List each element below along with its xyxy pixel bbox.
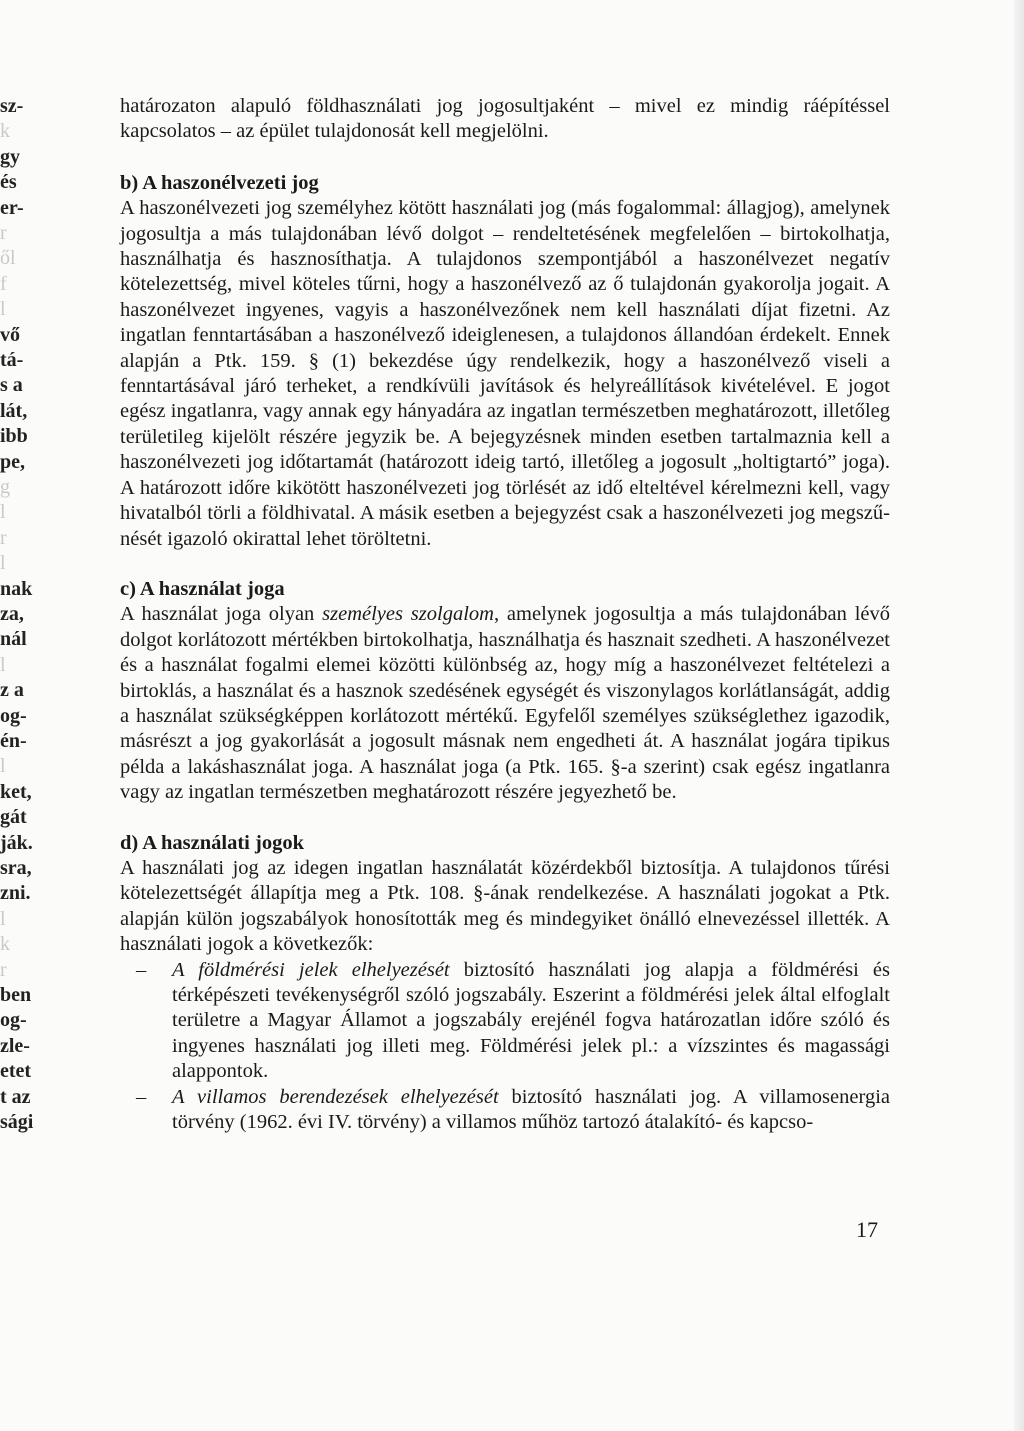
facing-page-fragment: gát [0,806,27,829]
facing-page-fragment: ben [0,984,32,1006]
section-c-italic-term: személyes szolgalom [322,603,494,626]
facing-page-fragment: pe, [0,450,25,473]
facing-page-fragment: l [0,501,6,524]
facing-page-fragment: sra, [0,857,32,879]
facing-page-fragment: r [0,958,7,981]
facing-page-fragment: l [0,552,6,575]
facing-page-fragment: og- [0,1009,27,1032]
facing-page-fragment: ibb [0,425,28,448]
facing-page-fragment: og- [0,704,27,727]
facing-page-fragment: r [0,222,7,244]
page-edge-shadow [1014,0,1024,1431]
facing-page-fragment: gy [0,145,20,168]
section-b [120,171,890,552]
facing-page-fragment: l [0,298,6,321]
facing-page-fragment: ják. [0,831,33,854]
section-c-body-rest: , amelynek jogosultja a más tulajdonában lévő dolgot korlátozott mértékben birtokolhatja, használhatja és hasznait szedheti. A haszonélvezet és a használat fogalmi elemei közötti különbség az, hogy míg a haszonélvezet feltételezi a birtoklás, a használat és a hasznok szedésének egységét és viszonylagos korlátlanságát, addig a használat szükségképpen korlátozott mértékű. Egyfelől személyes szükséglethez igazodik, másrészt a jog gyakorlását a jogosult másnak nem engedheti át. A használat jogára tipikus példa a lakáshasználat joga. A használat joga (a Ptk. 165. §-a szerint) csak egész ingatlanra vagy az ingatlan természetben meghatározott részére jegyezhető be. [120,603,890,804]
facing-page-fragment: sági [0,1111,34,1133]
facing-page-fragment: s a [0,374,23,397]
list-item-italic: A földmérési jelek elhelyezését [172,958,450,981]
section-d [120,831,890,1136]
list-item [120,1085,890,1136]
facing-page-fragment: ől [0,247,16,270]
dash-bullet: – [136,1085,147,1108]
facing-page-fragment: l [0,907,6,930]
section-b-heading: b) A haszonélvezeti jog [120,171,319,194]
section-c-body-start: A használat joga olyan [120,603,323,626]
section-d-heading: d) A használati jogok [120,831,304,854]
facing-page-fragment: f [0,272,7,295]
facing-page-fragment: sz- [0,95,24,117]
facing-page-fragment: vő [0,323,20,346]
section-c-body [120,602,890,805]
facing-page-fragment: za, [0,603,24,625]
list-item-text: biztosító használati jog alapja a földmérési és térképészeti tevékenységről szóló jogszabály. Eszerint a földmérési jelek által elfoglalt területre a Magyar Államot a jogszabály erejénél fogva határozatlan időre szóló és ingyenes használati jog illeti meg. Földmérési jelek pl.: a vízszintes és magassági alappontok. [172,958,890,1083]
list-item-italic: A villamos berendezések elhelyezését [172,1085,499,1108]
facing-page-fragment: l [0,755,6,778]
section-c-heading: c) A használat joga [120,577,285,600]
facing-page-fragment: g [0,476,10,498]
page-content [120,94,890,1135]
facing-page-fragment: zle- [0,1034,30,1057]
facing-page-fragment: r [0,526,7,549]
facing-page-fragment: etet [0,1060,32,1083]
facing-page-fragment: lát, [0,399,28,422]
list-item [120,958,890,1085]
page-number: 17 [856,1217,878,1242]
facing-page-fragment: én- [0,730,27,752]
facing-page-fragment: er- [0,196,24,219]
facing-page-fragment: zni. [0,882,31,905]
dash-bullet: – [136,958,147,981]
facing-page-fragment: l [0,653,6,676]
facing-page-fragment: és [0,171,17,194]
facing-page-fragment: ket, [0,780,32,803]
facing-page-bleed [0,80,48,1220]
section-d-list [120,958,890,1136]
facing-page-fragment: k [0,120,10,143]
section-c [120,577,890,806]
section-b-body: A haszonélvezeti jog személyhez kötött használati jog (más fogalommal: állagjog), amelynek jogosultja a más tulajdonában lévő dolgot – rendeltetésének megfelelően – birtokolhatja, használhatja és hasznosíthatja. A tulajdonos szempontjából a haszonélvezet negatív kötelezettség, mivel köteles tűrni, hogy a haszonélvező az ő tulajdonán gyakorolja jogait. A haszonélvezet ingyenes, vagyis a haszonélvezőnek nem kell használati díjat fizetni. Az ingatlan fenntartásában a haszonélvező ideiglenesen, a tulajdonos állandóan érdekelt. Ennek alapján a Ptk. 159. § (1) bekezdése úgy rendelkezik, hogy a haszonélvező viseli a fenntartásával járó terheket, a rendkívüli javítások és helyreállítások kivételével. E jogot egész ingatlanra, vagy annak egy hányadára az ingatlan természetben meghatározott, illetőleg területileg kijelölt részére jegyzik be. A bejegyzésnek minden esetben tartalmaznia kell a haszonélvezeti jog időtartamát (határozott ideig tartó, illetőleg a jogosult „holtigtartó” joga). A határozott időre kikötött haszonélvezeti jog törlését az idő elteltével kérelmezni kell, vagy hivatalból törli a földhivatal. A másik esetben a bejegyzést csak a haszonélvezeti jog megszűnését igazoló okirattal lehet töröltetni. [120,197,890,550]
facing-page-fragment: k [0,933,10,956]
facing-page-fragment: z a [0,679,24,702]
facing-page-fragment: t az [0,1085,31,1108]
intro-paragraph: határozaton alapuló földhasználati jog jogosultjaként – mivel ez mindig ráépítéssel kapcsolatos – az épület tulajdonosát kell megjelölni. [120,95,890,143]
section-d-body: A használati jog az idegen ingatlan használatát közérdekből biztosítja. A tulajdonos tűrési kötelezettségét állapítja meg a Ptk. 108. §-ának rendelkezése. A használati jogokat a Ptk. alapján külön jogszabályok honosították meg és mindegyiket önálló elnevezéssel illették. A használati jogok a következők: [120,856,890,956]
facing-page-fragment: nak [0,577,33,600]
list-item-text: biztosító használati jog. A villamosenergia törvény (1962. évi IV. törvény) a villamos műhöz tartozó átalakító- és kapcso- [172,1085,890,1134]
facing-page-fragment: tá- [0,349,24,371]
facing-page-fragment: nál [0,628,27,651]
